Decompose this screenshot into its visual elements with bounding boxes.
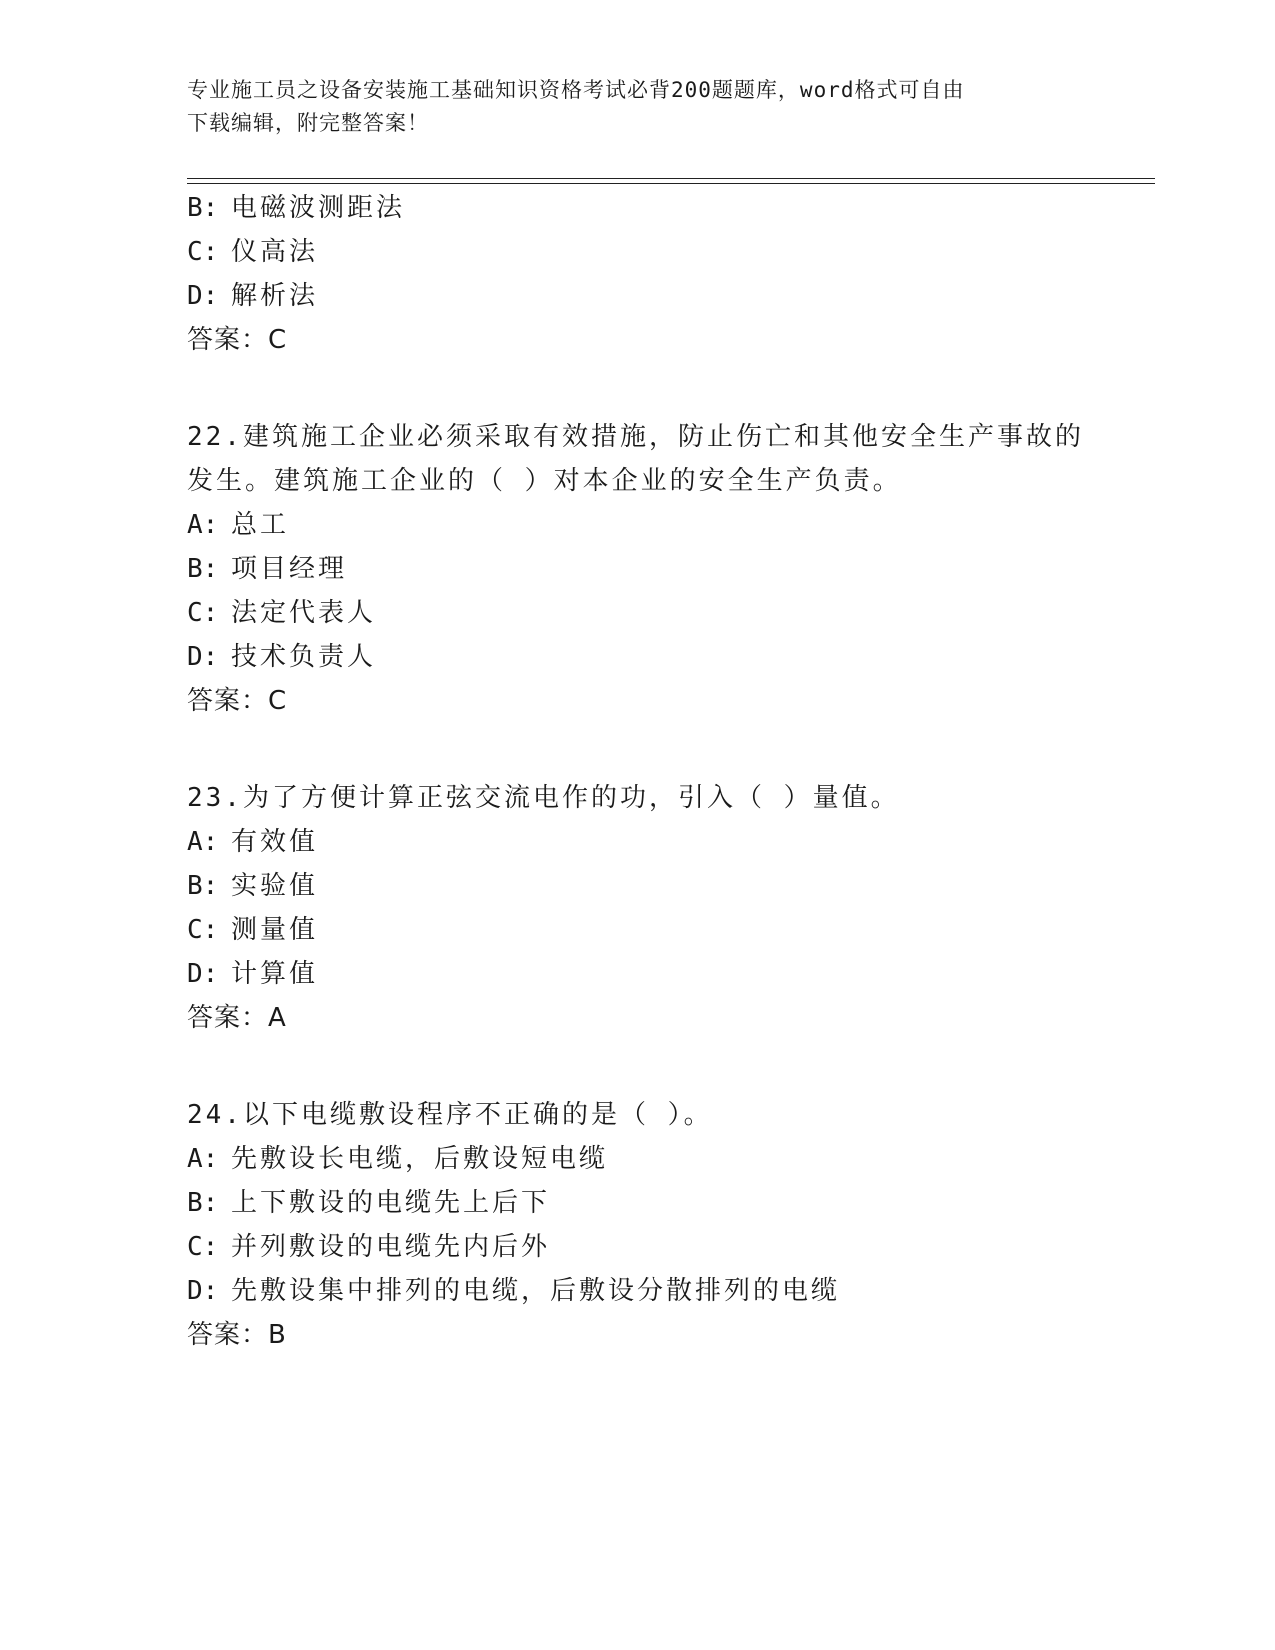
q22-option-a xyxy=(187,509,289,541)
q21-option-c-text: 仪高法 xyxy=(231,237,319,267)
q22-option-a-label: A: xyxy=(187,510,219,540)
q22-answer: 答案：C xyxy=(187,686,288,716)
q23-option-a-label: A: xyxy=(187,827,219,857)
q23-answer: 答案：A xyxy=(187,1003,287,1033)
q21-option-d xyxy=(187,280,318,312)
q21-option-d-text: 解析法 xyxy=(231,281,319,311)
q22-stem-line-1: 22.建筑施工企业必须采取有效措施，防止伤亡和其他安全生产事故的 xyxy=(187,422,1084,452)
q24-option-a xyxy=(187,1143,608,1175)
q24-stem-line-1: 24.以下电缆敷设程序不正确的是（ ）。 xyxy=(187,1100,713,1130)
q24-answer: 答案：B xyxy=(187,1320,287,1350)
q22-stem-line-2: 发生。建筑施工企业的（ ）对本企业的安全生产负责。 xyxy=(187,466,902,496)
q23-option-c xyxy=(187,914,318,946)
q21-answer: 答案：C xyxy=(187,325,288,355)
q22-option-c xyxy=(187,597,376,629)
q21-option-d-label: D: xyxy=(187,281,219,311)
q22-option-c-text: 法定代表人 xyxy=(231,598,377,628)
q23-option-d-label: D: xyxy=(187,959,219,989)
q24-option-d-text: 先敷设集中排列的电缆，后敷设分散排列的电缆 xyxy=(231,1276,841,1306)
q24-option-d-label: D: xyxy=(187,1276,219,1306)
document-header xyxy=(187,74,1087,140)
header-divider-bottom xyxy=(187,183,1155,184)
q24-option-a-text: 先敷设长电缆，后敷设短电缆 xyxy=(231,1144,609,1174)
q22-option-d-label: D: xyxy=(187,642,219,672)
q24-option-c-label: C: xyxy=(187,1232,219,1262)
q23-option-b-label: B: xyxy=(187,871,219,901)
q21-option-b-label: B: xyxy=(187,193,219,223)
header-line-2: 下载编辑，附完整答案！ xyxy=(187,111,429,135)
q24-option-d xyxy=(187,1275,840,1307)
q23-stem-line-1: 23.为了方便计算正弦交流电作的功，引入（ ）量值。 xyxy=(187,783,900,813)
q21-option-b xyxy=(187,192,405,224)
q22-option-b xyxy=(187,553,347,585)
header-divider-top xyxy=(187,178,1155,179)
q22-option-b-text: 项目经理 xyxy=(231,554,348,584)
q21-option-c-label: C: xyxy=(187,237,219,267)
q23-option-c-text: 测量值 xyxy=(231,915,319,945)
q23-option-a-text: 有效值 xyxy=(231,827,319,857)
q23-option-b xyxy=(187,870,318,902)
q23-option-d-text: 计算值 xyxy=(231,959,319,989)
q22-option-d xyxy=(187,641,376,673)
q24-option-b-label: B: xyxy=(187,1188,219,1218)
header-line-1: 专业施工员之设备安装施工基础知识资格考试必背200题题库，word格式可自由 xyxy=(187,78,965,102)
q24-option-b-text: 上下敷设的电缆先上后下 xyxy=(231,1188,551,1218)
q23-option-a xyxy=(187,826,318,858)
q23-option-d xyxy=(187,958,318,990)
q23-option-c-label: C: xyxy=(187,915,219,945)
q23-option-b-text: 实验值 xyxy=(231,871,319,901)
q21-option-b-text: 电磁波测距法 xyxy=(231,193,406,223)
q22-option-d-text: 技术负责人 xyxy=(231,642,377,672)
q24-option-b xyxy=(187,1187,550,1219)
q24-option-a-label: A: xyxy=(187,1144,219,1174)
q24-option-c-text: 并列敷设的电缆先内后外 xyxy=(231,1232,551,1262)
q22-option-c-label: C: xyxy=(187,598,219,628)
q24-option-c xyxy=(187,1231,550,1263)
q21-option-c xyxy=(187,236,318,268)
q22-option-b-label: B: xyxy=(187,554,219,584)
q22-option-a-text: 总工 xyxy=(231,510,290,540)
